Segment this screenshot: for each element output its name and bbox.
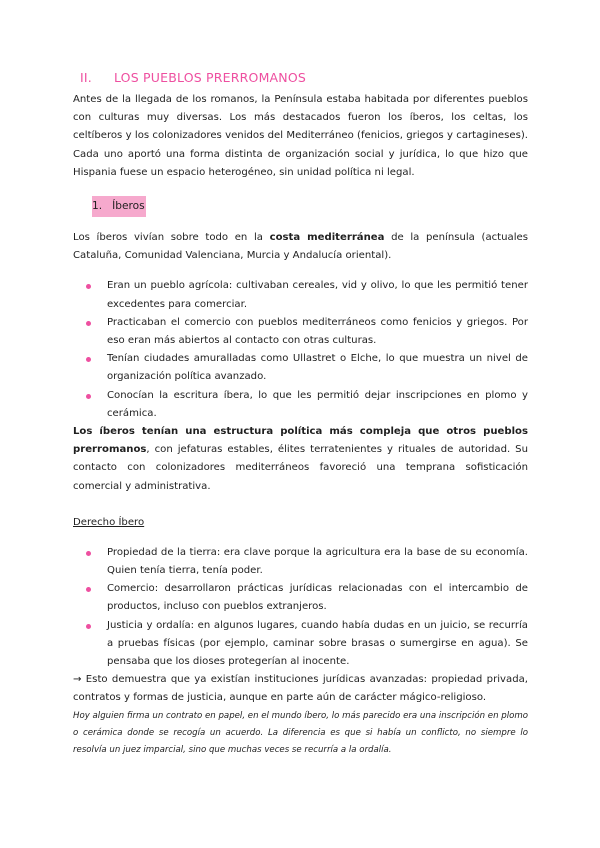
iberos-text-before: Los íberos vivían sobre todo en la <box>73 232 270 244</box>
bullet-icon <box>86 624 91 629</box>
list-item: Eran un pueblo agrícola: cultivaban cereales, vid y olivo, lo que les permitió tener excedentes para comerciar. <box>107 277 528 313</box>
section-heading <box>80 70 528 85</box>
bullet-icon <box>86 587 91 592</box>
bullet-icon <box>86 357 91 362</box>
subsection-title: Íberos <box>112 200 145 213</box>
structure-paragraph <box>73 423 528 496</box>
bullet-icon <box>86 394 91 399</box>
iberos-text-after: de la península (actuales Cataluña, Comunidad Valenciana, Murcia y Andalucía oriental). <box>73 232 528 262</box>
conclusion-paragraph: → Esto demuestra que ya existían instituciones jurídicas avanzadas: propiedad privada, contratos y formas de justicia, aunque en parte aún de carácter mágico-religioso. <box>73 674 528 704</box>
bullet-icon <box>86 551 91 556</box>
structure-text-bold: Los íberos tenían una estructura política más compleja que otros pueblos prerromanos <box>73 426 528 456</box>
derecho-bullet-list <box>73 544 528 671</box>
subsection-highlight <box>92 196 146 217</box>
subsection-heading <box>92 196 528 217</box>
derecho-heading: Derecho Íbero <box>73 516 145 528</box>
bullet-icon <box>86 284 91 289</box>
iberos-text-bold: costa mediterránea <box>269 232 385 244</box>
list-item: Conocían la escritura íbera, lo que les permitió dejar inscripciones en plomo y cerámica. <box>107 387 528 423</box>
list-item: Propiedad de la tierra: era clave porque la agricultura era la base de su economía. Quien tenía tierra, tenía poder. <box>107 544 528 580</box>
list-item: Practicaban el comercio con pueblos mediterráneos como fenicios y griegos. Por eso eran más abiertos al contacto con otras culturas. <box>107 314 528 350</box>
section-title: LOS PUEBLOS PRERROMANOS <box>113 70 307 85</box>
document-page <box>73 70 528 759</box>
bullet-icon <box>86 321 91 326</box>
note-paragraph: Hoy alguien firma un contrato en papel, en el mundo íbero, lo más parecido era una inscripción en plomo o cerámica donde se recogía un acuerdo. La diferencia es que si había un conflicto, no siempre lo resolvía un juez imparcial, sino que muchas veces se recurría a la ordalía. <box>73 710 528 756</box>
structure-text-rest: , con jefaturas estables, élites terratenientes y rituales de autoridad. Su contacto con colonizadores mediterráneos favoreció una temprana sofisticación comercial y administrativa. <box>73 444 528 492</box>
list-item: Comercio: desarrollaron prácticas jurídicas relacionadas con el intercambio de productos, incluso con pueblos extranjeros. <box>107 580 528 616</box>
section-number: II. <box>80 70 92 85</box>
intro-paragraph: Antes de la llegada de los romanos, la Península estaba habitada por diferentes pueblos con culturas muy diversas. Los más destacados fueron los íberos, los celtas, los celtíberos y los colonizadores venidos del Mediterráneo (fenicios, griegos y cartagineses). Cada uno aportó una forma distinta de organización social y jurídica, lo que hizo que Hispania fuese un espacio heterogéneo, sin unidad política ni legal. <box>73 94 528 178</box>
iberos-paragraph <box>73 229 528 265</box>
iberos-bullet-list <box>73 277 528 423</box>
subsection-number: 1. <box>92 200 103 213</box>
list-item: Tenían ciudades amuralladas como Ullastret o Elche, lo que muestra un nivel de organización política avanzado. <box>107 350 528 386</box>
list-item: Justicia y ordalía: en algunos lugares, cuando había dudas en un juicio, se recurría a pruebas físicas (por ejemplo, caminar sobre brasas o sumergirse en agua). Se pensaba que los dioses protegerían al inocente. <box>107 617 528 672</box>
